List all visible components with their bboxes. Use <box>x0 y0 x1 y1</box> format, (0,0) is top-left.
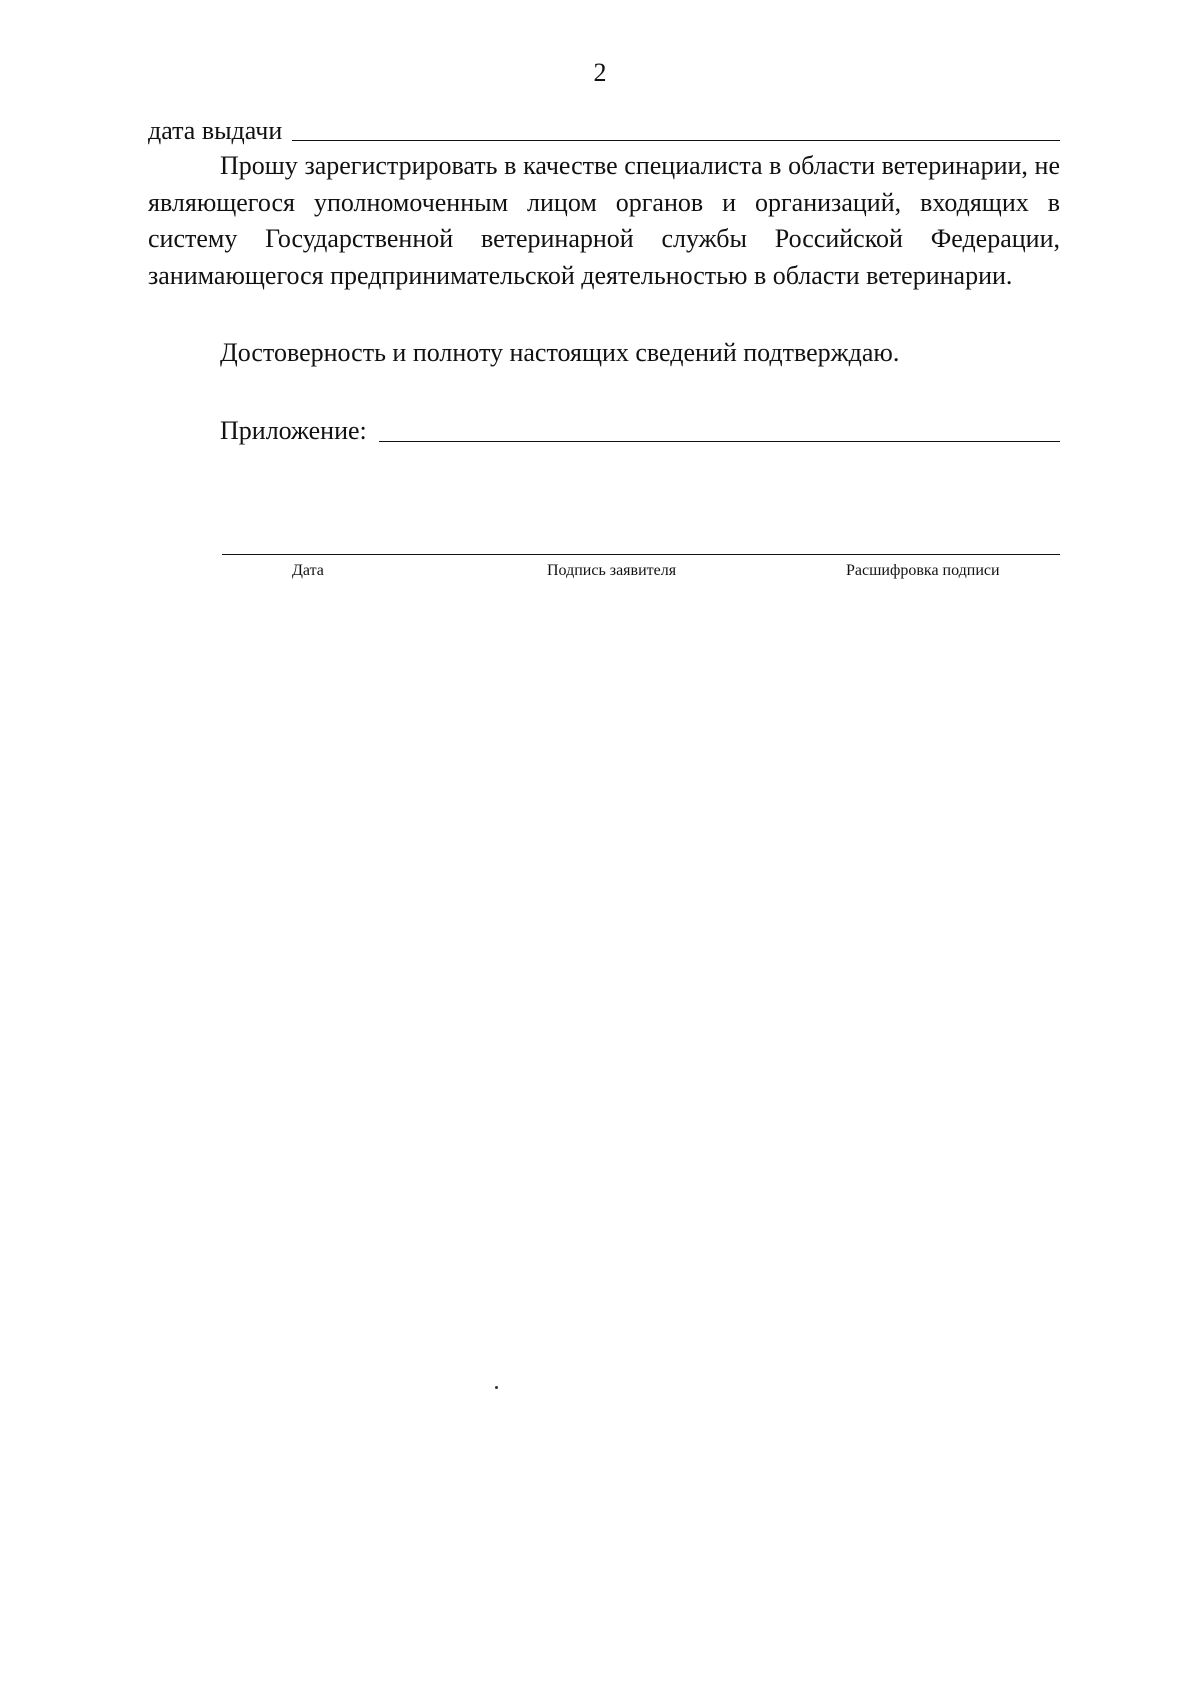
attachment-blank-line <box>379 441 1060 442</box>
issue-date-field <box>148 112 1060 146</box>
confirmation-paragraph: Достоверность и полноту настоящих сведений подтверждаю. <box>220 338 900 367</box>
signature-decoding-caption: Расшифровка подписи <box>846 562 1000 579</box>
request-paragraph: Прошу зарегистрировать в качестве специалиста в области ветеринарии, не являющегося уполномоченным лицом органов и организаций, входящих в систему Государственной ветеринарной службы Российской Федерации, занимающегося предпринимательской деятельностью в области ветеринарии. <box>148 151 1060 290</box>
date-caption: Дата <box>292 562 324 579</box>
issue-date-blank-line <box>292 140 1060 141</box>
signature-line <box>222 554 1060 555</box>
attachment-label: Приложение: <box>220 416 367 445</box>
attachment-field <box>220 410 1060 446</box>
scan-speck <box>495 1386 498 1389</box>
issue-date-label: дата выдачи <box>148 116 283 145</box>
page-number: 2 <box>593 58 607 87</box>
signature-caption: Подпись заявителя <box>547 562 677 579</box>
